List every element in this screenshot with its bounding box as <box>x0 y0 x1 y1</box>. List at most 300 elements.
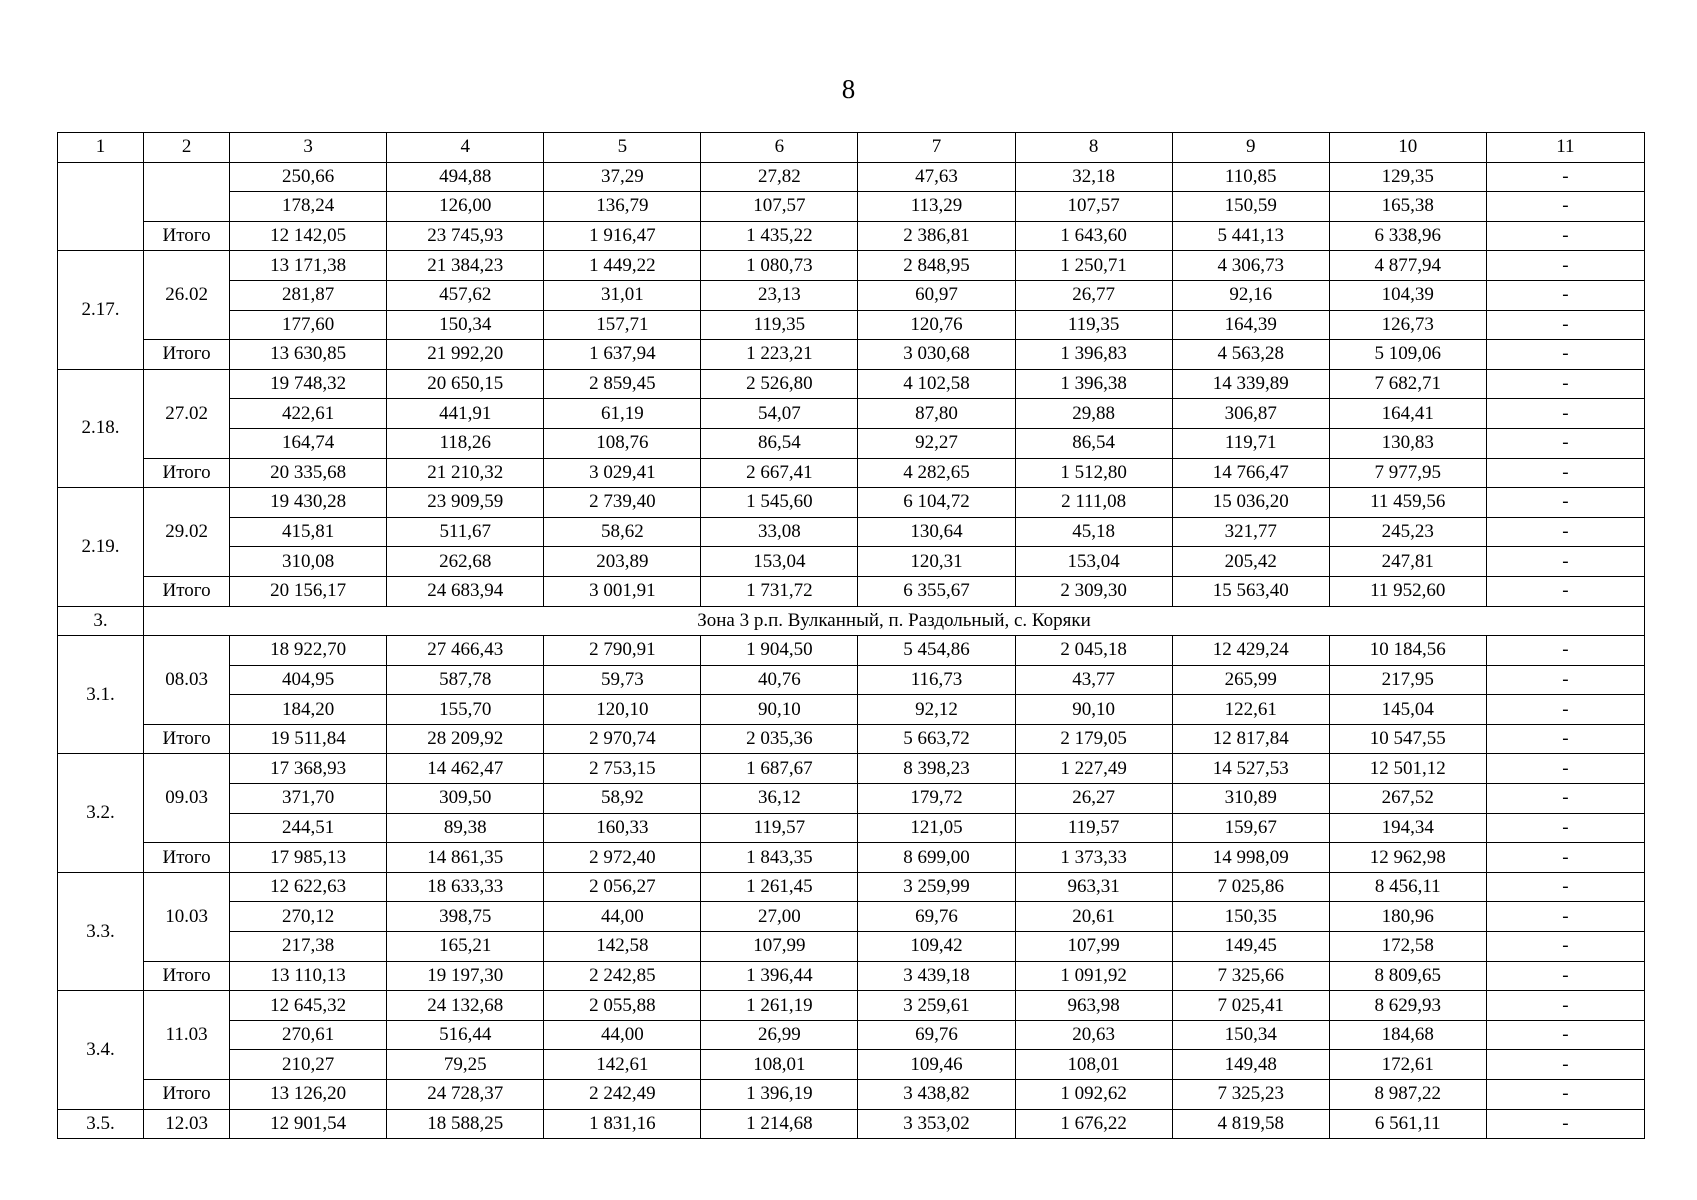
item-date: 27.02 <box>144 369 230 458</box>
value-cell: 180,96 <box>1329 902 1486 932</box>
value-cell: 92,12 <box>858 695 1015 725</box>
total-row <box>58 724 1645 754</box>
total-value-cell: 11 952,60 <box>1329 576 1486 606</box>
item-number: 2.19. <box>58 488 144 606</box>
value-cell: 164,41 <box>1329 399 1486 429</box>
value-cell: 20,63 <box>1015 1020 1172 1050</box>
table-row <box>58 428 1645 458</box>
value-cell: 89,38 <box>387 813 544 843</box>
value-cell: 150,59 <box>1172 192 1329 222</box>
value-cell: 37,29 <box>544 162 701 192</box>
value-cell: 61,19 <box>544 399 701 429</box>
value-cell: 104,39 <box>1329 280 1486 310</box>
total-value-cell: 2 242,85 <box>544 961 701 991</box>
value-cell: 20,61 <box>1015 902 1172 932</box>
value-cell: 2 790,91 <box>544 636 701 666</box>
value-cell: 40,76 <box>701 665 858 695</box>
item-number: 3.3. <box>58 872 144 990</box>
total-label: Итого <box>144 221 230 251</box>
value-cell: - <box>1486 784 1644 814</box>
value-cell: - <box>1486 991 1644 1021</box>
value-cell: 309,50 <box>387 784 544 814</box>
total-value-cell: 6 355,67 <box>858 576 1015 606</box>
value-cell: 108,01 <box>701 1050 858 1080</box>
value-cell: 108,76 <box>544 428 701 458</box>
value-cell: 58,92 <box>544 784 701 814</box>
value-cell: 2 848,95 <box>858 251 1015 281</box>
value-cell: 371,70 <box>230 784 387 814</box>
total-value-cell: 3 030,68 <box>858 340 1015 370</box>
value-cell: 179,72 <box>858 784 1015 814</box>
total-value-cell: 15 563,40 <box>1172 576 1329 606</box>
value-cell: 963,31 <box>1015 872 1172 902</box>
value-cell: 398,75 <box>387 902 544 932</box>
item-date: 26.02 <box>144 251 230 340</box>
zone-number: 3. <box>58 606 144 636</box>
value-cell: 90,10 <box>1015 695 1172 725</box>
value-cell: 172,61 <box>1329 1050 1486 1080</box>
total-row <box>58 221 1645 251</box>
total-label: Итого <box>144 340 230 370</box>
value-cell: 126,00 <box>387 192 544 222</box>
value-cell: 184,20 <box>230 695 387 725</box>
total-value-cell: - <box>1486 843 1644 873</box>
table-row <box>58 1050 1645 1080</box>
value-cell: - <box>1486 517 1644 547</box>
total-row <box>58 961 1645 991</box>
value-cell: 2 056,27 <box>544 872 701 902</box>
total-value-cell: 1 843,35 <box>701 843 858 873</box>
total-value-cell: 2 972,40 <box>544 843 701 873</box>
value-cell: 116,73 <box>858 665 1015 695</box>
item-date: 11.03 <box>144 991 230 1080</box>
total-value-cell: 7 977,95 <box>1329 458 1486 488</box>
value-cell: 150,34 <box>387 310 544 340</box>
value-cell: 150,35 <box>1172 902 1329 932</box>
table-row <box>58 784 1645 814</box>
value-cell: - <box>1486 636 1644 666</box>
value-cell: 8 629,93 <box>1329 991 1486 1021</box>
item-date: 08.03 <box>144 636 230 725</box>
item-number: 3.2. <box>58 754 144 872</box>
total-value-cell: 3 029,41 <box>544 458 701 488</box>
header-cell: 3 <box>230 133 387 163</box>
value-cell: 79,25 <box>387 1050 544 1080</box>
value-cell: - <box>1486 310 1644 340</box>
value-cell: 217,38 <box>230 932 387 962</box>
value-cell: 1 831,16 <box>544 1109 701 1139</box>
table-row <box>58 754 1645 784</box>
total-value-cell: 1 731,72 <box>701 576 858 606</box>
value-cell: 44,00 <box>544 902 701 932</box>
value-cell: 153,04 <box>1015 547 1172 577</box>
total-value-cell: 14 766,47 <box>1172 458 1329 488</box>
value-cell: 113,29 <box>858 192 1015 222</box>
total-value-cell: - <box>1486 221 1644 251</box>
total-value-cell: 12 142,05 <box>230 221 387 251</box>
total-row <box>58 576 1645 606</box>
value-cell: 177,60 <box>230 310 387 340</box>
item-number <box>58 162 144 251</box>
value-cell: 86,54 <box>701 428 858 458</box>
total-value-cell: 23 745,93 <box>387 221 544 251</box>
value-cell: 963,98 <box>1015 991 1172 1021</box>
total-row <box>58 340 1645 370</box>
value-cell: 43,77 <box>1015 665 1172 695</box>
value-cell: - <box>1486 547 1644 577</box>
value-cell: 21 384,23 <box>387 251 544 281</box>
value-cell: 18 922,70 <box>230 636 387 666</box>
value-cell: 120,76 <box>858 310 1015 340</box>
total-value-cell: 4 563,28 <box>1172 340 1329 370</box>
item-date: 09.03 <box>144 754 230 843</box>
total-value-cell: 2 667,41 <box>701 458 858 488</box>
total-value-cell: 1 916,47 <box>544 221 701 251</box>
value-cell: 270,12 <box>230 902 387 932</box>
total-value-cell: 14 861,35 <box>387 843 544 873</box>
value-cell: 108,01 <box>1015 1050 1172 1080</box>
header-cell: 9 <box>1172 133 1329 163</box>
total-value-cell: 1 643,60 <box>1015 221 1172 251</box>
value-cell: 306,87 <box>1172 399 1329 429</box>
page-number: 8 <box>841 74 856 104</box>
total-value-cell: 1 396,83 <box>1015 340 1172 370</box>
value-cell: 2 753,15 <box>544 754 701 784</box>
total-value-cell: 20 156,17 <box>230 576 387 606</box>
value-cell: 119,35 <box>701 310 858 340</box>
value-cell: 415,81 <box>230 517 387 547</box>
value-cell: 2 111,08 <box>1015 488 1172 518</box>
value-cell: 142,58 <box>544 932 701 962</box>
total-value-cell: 2 386,81 <box>858 221 1015 251</box>
value-cell: 69,76 <box>858 1020 1015 1050</box>
value-cell: 92,16 <box>1172 280 1329 310</box>
total-label: Итого <box>144 576 230 606</box>
total-value-cell: 24 683,94 <box>387 576 544 606</box>
value-cell: 7 025,41 <box>1172 991 1329 1021</box>
value-cell: 262,68 <box>387 547 544 577</box>
value-cell: 12 645,32 <box>230 991 387 1021</box>
value-cell: 15 036,20 <box>1172 488 1329 518</box>
value-cell: 12 501,12 <box>1329 754 1486 784</box>
value-cell: - <box>1486 1109 1644 1139</box>
total-value-cell: - <box>1486 961 1644 991</box>
value-cell: - <box>1486 665 1644 695</box>
value-cell: 109,42 <box>858 932 1015 962</box>
value-cell: 31,01 <box>544 280 701 310</box>
value-cell: 2 045,18 <box>1015 636 1172 666</box>
total-value-cell: 13 126,20 <box>230 1080 387 1110</box>
value-cell: 129,35 <box>1329 162 1486 192</box>
table-row <box>58 280 1645 310</box>
total-value-cell: 5 663,72 <box>858 724 1015 754</box>
total-label: Итого <box>144 843 230 873</box>
value-cell: 149,48 <box>1172 1050 1329 1080</box>
value-cell: 587,78 <box>387 665 544 695</box>
total-value-cell: 2 309,30 <box>1015 576 1172 606</box>
value-cell: 516,44 <box>387 1020 544 1050</box>
total-value-cell: - <box>1486 1080 1644 1110</box>
value-cell: 205,42 <box>1172 547 1329 577</box>
value-cell: 126,73 <box>1329 310 1486 340</box>
value-cell: - <box>1486 192 1644 222</box>
value-cell: - <box>1486 488 1644 518</box>
value-cell: 203,89 <box>544 547 701 577</box>
total-value-cell: 1 396,44 <box>701 961 858 991</box>
total-value-cell: 17 985,13 <box>230 843 387 873</box>
value-cell: 119,57 <box>701 813 858 843</box>
total-value-cell: - <box>1486 458 1644 488</box>
value-cell: 20 650,15 <box>387 369 544 399</box>
value-cell: 247,81 <box>1329 547 1486 577</box>
value-cell: 29,88 <box>1015 399 1172 429</box>
value-cell: 18 588,25 <box>387 1109 544 1139</box>
value-cell: 13 171,38 <box>230 251 387 281</box>
value-cell: 3 259,61 <box>858 991 1015 1021</box>
value-cell: 109,46 <box>858 1050 1015 1080</box>
total-value-cell: 5 109,06 <box>1329 340 1486 370</box>
value-cell: 210,27 <box>230 1050 387 1080</box>
value-cell: - <box>1486 399 1644 429</box>
data-table <box>57 132 1645 1139</box>
value-cell: 27,00 <box>701 902 858 932</box>
item-date <box>144 162 230 221</box>
total-value-cell: 4 282,65 <box>858 458 1015 488</box>
total-value-cell: 1 435,22 <box>701 221 858 251</box>
table-row <box>58 902 1645 932</box>
total-value-cell: 10 547,55 <box>1329 724 1486 754</box>
table-row <box>58 488 1645 518</box>
item-number: 3.5. <box>58 1109 144 1139</box>
item-number: 2.17. <box>58 251 144 369</box>
total-label: Итого <box>144 458 230 488</box>
value-cell: 1 214,68 <box>701 1109 858 1139</box>
value-cell: - <box>1486 251 1644 281</box>
value-cell: 14 462,47 <box>387 754 544 784</box>
total-value-cell: 3 439,18 <box>858 961 1015 991</box>
total-value-cell: - <box>1486 724 1644 754</box>
value-cell: 12 901,54 <box>230 1109 387 1139</box>
value-cell: 250,66 <box>230 162 387 192</box>
value-cell: 441,91 <box>387 399 544 429</box>
value-cell: 130,64 <box>858 517 1015 547</box>
total-value-cell: 3 438,82 <box>858 1080 1015 1110</box>
table-body <box>58 133 1645 1139</box>
value-cell: 119,35 <box>1015 310 1172 340</box>
value-cell: 87,80 <box>858 399 1015 429</box>
total-value-cell: 1 373,33 <box>1015 843 1172 873</box>
total-value-cell: 1 512,80 <box>1015 458 1172 488</box>
value-cell: 2 859,45 <box>544 369 701 399</box>
value-cell: 2 739,40 <box>544 488 701 518</box>
value-cell: 494,88 <box>387 162 544 192</box>
value-cell: 178,24 <box>230 192 387 222</box>
total-value-cell: 13 630,85 <box>230 340 387 370</box>
value-cell: 59,73 <box>544 665 701 695</box>
value-cell: 7 682,71 <box>1329 369 1486 399</box>
value-cell: 164,74 <box>230 428 387 458</box>
total-value-cell: 20 335,68 <box>230 458 387 488</box>
total-value-cell: 19 511,84 <box>230 724 387 754</box>
total-value-cell: 8 699,00 <box>858 843 1015 873</box>
header-cell: 1 <box>58 133 144 163</box>
total-value-cell: 28 209,92 <box>387 724 544 754</box>
total-value-cell: 21 992,20 <box>387 340 544 370</box>
total-value-cell: 6 338,96 <box>1329 221 1486 251</box>
value-cell: 26,99 <box>701 1020 858 1050</box>
value-cell: 404,95 <box>230 665 387 695</box>
value-cell: 119,57 <box>1015 813 1172 843</box>
header-cell: 7 <box>858 133 1015 163</box>
total-value-cell: 7 325,23 <box>1172 1080 1329 1110</box>
value-cell: 6 561,11 <box>1329 1109 1486 1139</box>
table-row <box>58 665 1645 695</box>
value-cell: - <box>1486 1050 1644 1080</box>
value-cell: 23 909,59 <box>387 488 544 518</box>
total-label: Итого <box>144 724 230 754</box>
header-cell: 6 <box>701 133 858 163</box>
value-cell: 90,10 <box>701 695 858 725</box>
total-value-cell: 5 441,13 <box>1172 221 1329 251</box>
value-cell: - <box>1486 1020 1644 1050</box>
header-cell: 2 <box>144 133 230 163</box>
value-cell: 145,04 <box>1329 695 1486 725</box>
value-cell: - <box>1486 932 1644 962</box>
value-cell: 1 687,67 <box>701 754 858 784</box>
table-row <box>58 310 1645 340</box>
item-date: 12.03 <box>144 1109 230 1139</box>
total-value-cell: 1 223,21 <box>701 340 858 370</box>
table-row <box>58 1109 1645 1139</box>
value-cell: 1 261,19 <box>701 991 858 1021</box>
total-value-cell: 2 035,36 <box>701 724 858 754</box>
value-cell: 310,08 <box>230 547 387 577</box>
value-cell: 119,71 <box>1172 428 1329 458</box>
value-cell: 130,83 <box>1329 428 1486 458</box>
total-value-cell: 2 970,74 <box>544 724 701 754</box>
total-row <box>58 843 1645 873</box>
total-value-cell: - <box>1486 340 1644 370</box>
value-cell: 107,99 <box>1015 932 1172 962</box>
table-row <box>58 162 1645 192</box>
value-cell: - <box>1486 428 1644 458</box>
value-cell: 270,61 <box>230 1020 387 1050</box>
value-cell: 107,99 <box>701 932 858 962</box>
value-cell: - <box>1486 162 1644 192</box>
value-cell: - <box>1486 369 1644 399</box>
value-cell: 19 748,32 <box>230 369 387 399</box>
value-cell: 310,89 <box>1172 784 1329 814</box>
table-row <box>58 695 1645 725</box>
value-cell: 32,18 <box>1015 162 1172 192</box>
value-cell: 1 396,38 <box>1015 369 1172 399</box>
value-cell: 120,10 <box>544 695 701 725</box>
value-cell: 120,31 <box>858 547 1015 577</box>
value-cell: 10 184,56 <box>1329 636 1486 666</box>
total-value-cell: 1 637,94 <box>544 340 701 370</box>
total-value-cell: 21 210,32 <box>387 458 544 488</box>
value-cell: 155,70 <box>387 695 544 725</box>
table-row <box>58 872 1645 902</box>
total-value-cell: 2 179,05 <box>1015 724 1172 754</box>
total-value-cell: 12 817,84 <box>1172 724 1329 754</box>
value-cell: 107,57 <box>1015 192 1172 222</box>
value-cell: 422,61 <box>230 399 387 429</box>
table-row <box>58 636 1645 666</box>
value-cell: 321,77 <box>1172 517 1329 547</box>
value-cell: 4 306,73 <box>1172 251 1329 281</box>
value-cell: 2 055,88 <box>544 991 701 1021</box>
value-cell: 142,61 <box>544 1050 701 1080</box>
value-cell: 245,23 <box>1329 517 1486 547</box>
value-cell: 12 622,63 <box>230 872 387 902</box>
value-cell: 165,21 <box>387 932 544 962</box>
value-cell: 27 466,43 <box>387 636 544 666</box>
value-cell: 5 454,86 <box>858 636 1015 666</box>
header-cell: 4 <box>387 133 544 163</box>
value-cell: 267,52 <box>1329 784 1486 814</box>
value-cell: 2 526,80 <box>701 369 858 399</box>
value-cell: 4 102,58 <box>858 369 1015 399</box>
total-value-cell: 24 728,37 <box>387 1080 544 1110</box>
total-label: Итого <box>144 1080 230 1110</box>
value-cell: 511,67 <box>387 517 544 547</box>
value-cell: 149,45 <box>1172 932 1329 962</box>
value-cell: 1 261,45 <box>701 872 858 902</box>
value-cell: 8 398,23 <box>858 754 1015 784</box>
value-cell: 107,57 <box>701 192 858 222</box>
value-cell: 47,63 <box>858 162 1015 192</box>
item-number: 3.1. <box>58 636 144 754</box>
total-value-cell: 14 998,09 <box>1172 843 1329 873</box>
total-value-cell: 2 242,49 <box>544 1080 701 1110</box>
value-cell: 1 676,22 <box>1015 1109 1172 1139</box>
value-cell: 159,67 <box>1172 813 1329 843</box>
value-cell: 172,58 <box>1329 932 1486 962</box>
value-cell: 11 459,56 <box>1329 488 1486 518</box>
value-cell: 1 545,60 <box>701 488 858 518</box>
value-cell: 217,95 <box>1329 665 1486 695</box>
value-cell: 58,62 <box>544 517 701 547</box>
value-cell: 110,85 <box>1172 162 1329 192</box>
value-cell: 194,34 <box>1329 813 1486 843</box>
value-cell: 4 819,58 <box>1172 1109 1329 1139</box>
value-cell: 54,07 <box>701 399 858 429</box>
value-cell: 23,13 <box>701 280 858 310</box>
value-cell: 1 449,22 <box>544 251 701 281</box>
header-cell: 8 <box>1015 133 1172 163</box>
value-cell: 14 527,53 <box>1172 754 1329 784</box>
total-value-cell: 1 091,92 <box>1015 961 1172 991</box>
total-value-cell: 19 197,30 <box>387 961 544 991</box>
value-cell: 121,05 <box>858 813 1015 843</box>
item-date: 10.03 <box>144 872 230 961</box>
value-cell: 1 250,71 <box>1015 251 1172 281</box>
value-cell: - <box>1486 280 1644 310</box>
value-cell: 160,33 <box>544 813 701 843</box>
value-cell: 33,08 <box>701 517 858 547</box>
value-cell: 3 259,99 <box>858 872 1015 902</box>
value-cell: 92,27 <box>858 428 1015 458</box>
item-number: 2.18. <box>58 369 144 487</box>
header-cell: 10 <box>1329 133 1486 163</box>
header-cell: 11 <box>1486 133 1644 163</box>
total-value-cell: 12 962,98 <box>1329 843 1486 873</box>
value-cell: 12 429,24 <box>1172 636 1329 666</box>
value-cell: 1 080,73 <box>701 251 858 281</box>
value-cell: 281,87 <box>230 280 387 310</box>
value-cell: - <box>1486 813 1644 843</box>
